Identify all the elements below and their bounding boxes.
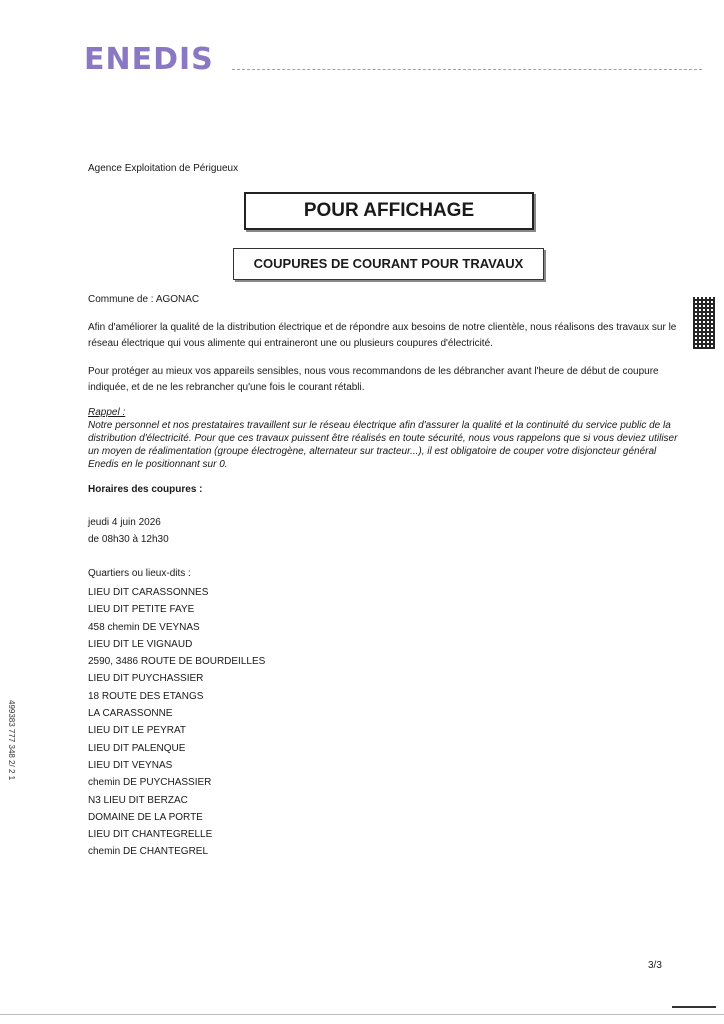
list-item: N3 LIEU DIT BERZAC xyxy=(88,794,188,806)
footer-mark xyxy=(672,1006,716,1008)
commune-line: Commune de : AGONAC xyxy=(88,294,200,305)
list-item: LIEU DIT CARASSONNES xyxy=(88,587,209,598)
list-item: 18 ROUTE DES ETANGS xyxy=(88,690,204,702)
list-item: LIEU DIT PALENQUE xyxy=(88,742,186,754)
places-heading: Quartiers ou lieux-dits : xyxy=(88,568,191,579)
header-divider xyxy=(232,69,702,70)
schedule-heading: Horaires des coupures : xyxy=(88,484,203,495)
qr-code-icon xyxy=(693,297,715,349)
advice-paragraph: Pour protéger au mieux vos appareils sensibles, nous vous recommandons de les débrancher avant l'heure de début de coupure indiquée, et de ne les rebrancher qu'une fois le courant rétabli. xyxy=(88,366,659,393)
list-item: LIEU DIT PUYCHASSIER xyxy=(88,673,204,685)
list-item: chemin DE CHANTEGREL xyxy=(88,846,209,858)
intro-paragraph: Afin d'améliorer la qualité de la distribution électrique et de répondre aux besoins de notre clientèle, nous réalisons des travaux sur le réseau électrique qui vous alimente qui entraineront une ou plusieurs coupures d'électricité. xyxy=(88,322,677,349)
list-item: chemin DE PUYCHASSIER xyxy=(88,777,212,789)
list-item: LIEU DIT VEYNAS xyxy=(88,759,173,771)
list-item: LA CARASSONNE xyxy=(88,708,173,720)
enedis-logo: ENEDIS xyxy=(84,42,214,77)
list-item: LIEU DIT LE PEYRAT xyxy=(88,725,186,737)
page-number: 3/3 xyxy=(648,960,662,971)
reminder-title: Rappel : xyxy=(88,407,126,418)
agency-name: Agence Exploitation de Périgueux xyxy=(88,163,239,174)
reminder-text: Notre personnel et nos prestataires travaillent sur le réseau électrique afin d'assurer la qualité et la continuité du service public de la distribution d'électricité. Pour que ces travaux puissent être réalisés en toute sécurité, nous vous rappelons que si vous deviez utiliser un moyen de réalimentation (groupe électrogène, alternateur sur tracteur...), il est obligatoire de couper votre disjoncteur général Enedis en le positionnant sur 0. xyxy=(88,420,678,470)
list-item: LIEU DIT PETITE FAYE xyxy=(88,604,195,616)
margin-code: 499383 777 348 2/ 2 1 xyxy=(7,700,16,781)
schedule-block xyxy=(88,514,680,548)
places-list xyxy=(88,584,265,861)
footer-divider xyxy=(0,1014,724,1015)
subtitle-box: COUPURES DE COURANT POUR TRAVAUX xyxy=(233,248,544,280)
list-item: DOMAINE DE LA PORTE xyxy=(88,811,203,823)
list-item: LIEU DIT LE VIGNAUD xyxy=(88,638,193,650)
list-item: 2590, 3486 ROUTE DE BOURDEILLES xyxy=(88,656,266,668)
list-item: 458 chemin DE VEYNAS xyxy=(88,621,200,633)
reminder-block xyxy=(88,406,680,471)
outage-time: de 08h30 à 12h30 xyxy=(88,534,169,545)
list-item: LIEU DIT CHANTEGRELLE xyxy=(88,829,213,841)
title-box: POUR AFFICHAGE xyxy=(244,192,534,230)
outage-date: jeudi 4 juin 2026 xyxy=(88,517,161,528)
